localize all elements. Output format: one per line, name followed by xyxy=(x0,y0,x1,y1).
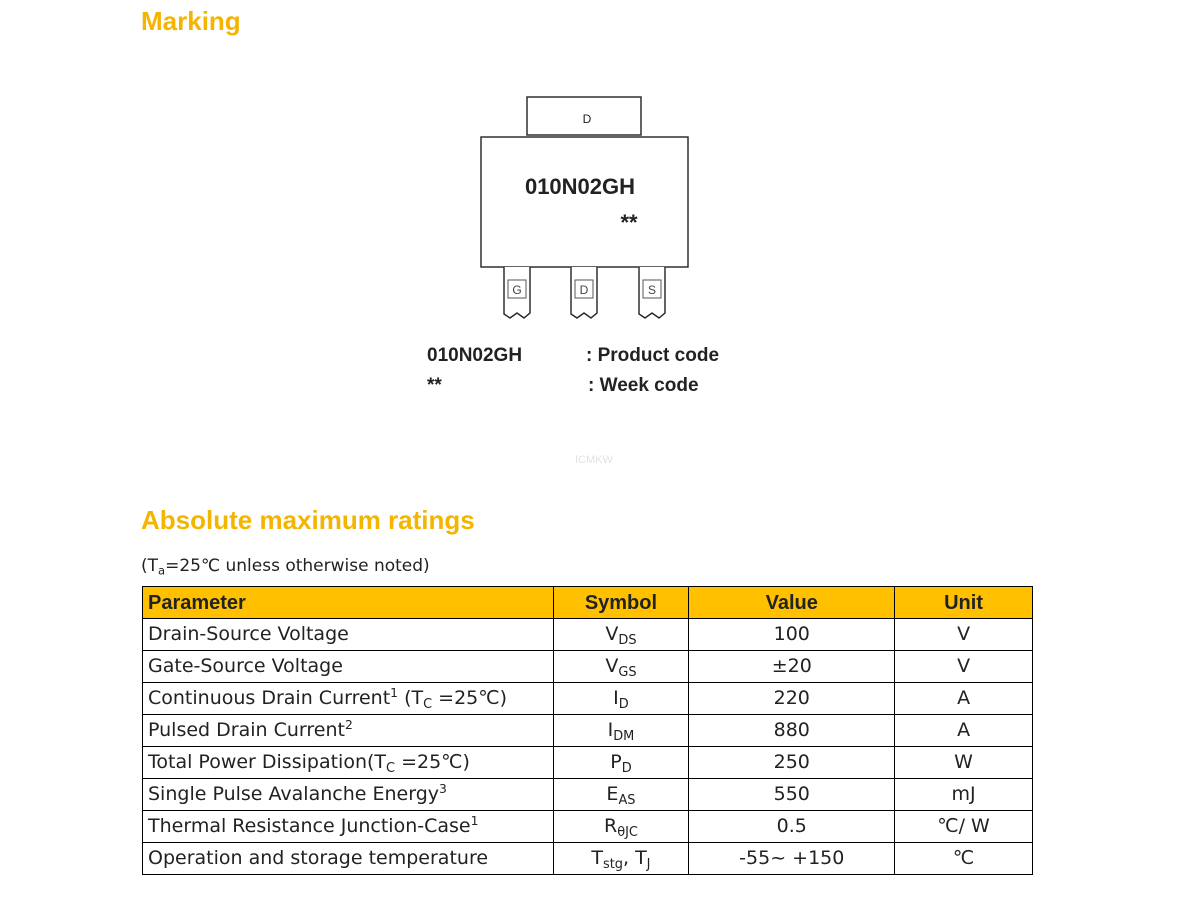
cell-parameter: Thermal Resistance Junction-Case$^1$ xyxy=(143,811,554,843)
cell-unit: ℃ xyxy=(895,843,1033,875)
pin-s-label: S xyxy=(647,283,657,297)
cell-symbol: $E_{AS}$ xyxy=(553,779,689,811)
cell-symbol: $P_D$ xyxy=(553,747,689,779)
header-value: Value xyxy=(689,587,895,619)
cell-unit: A xyxy=(895,715,1033,747)
table-row xyxy=(143,747,1033,779)
cell-parameter: Operation and storage temperature xyxy=(143,843,554,875)
week-code: ** xyxy=(620,210,638,235)
table-row xyxy=(143,619,1033,651)
cell-unit: A xyxy=(895,683,1033,715)
marking-heading: Marking xyxy=(141,6,241,36)
cell-value: 100 xyxy=(689,619,895,651)
package-body xyxy=(481,137,688,267)
table-row xyxy=(143,843,1033,875)
cell-value: 0.5 xyxy=(689,811,895,843)
pin-g-label: G xyxy=(512,283,522,297)
cell-value: 250 xyxy=(689,747,895,779)
table-header-row xyxy=(143,587,1033,619)
pin-d-label: D xyxy=(579,283,589,297)
cell-value: ±20 xyxy=(689,651,895,683)
table-row xyxy=(143,683,1033,715)
header-symbol: Symbol xyxy=(553,587,689,619)
cell-value: -55~ +150 xyxy=(689,843,895,875)
ratings-heading: Absolute maximum ratings xyxy=(141,505,475,535)
cell-symbol: $I_{DM}$ xyxy=(553,715,689,747)
marking-code: 010N02GH xyxy=(524,174,636,199)
table-row xyxy=(143,651,1033,683)
cell-parameter: Total Power $Dissipation(T_C$ =25℃) xyxy=(143,747,554,779)
package-marking-diagram xyxy=(420,92,700,332)
cell-value: 880 xyxy=(689,715,895,747)
legend-product-code-key: 010N02GH xyxy=(427,345,523,366)
legend-week-code-desc: : Week code xyxy=(588,375,699,396)
cell-symbol: $V_{GS}$ xyxy=(553,651,689,683)
table-row xyxy=(143,715,1033,747)
table-row xyxy=(143,779,1033,811)
cell-symbol: $R_{\theta JC}$ xyxy=(553,811,689,843)
conditions-note: ($T_a=25℃$ unless otherwise noted) xyxy=(141,556,430,578)
cell-symbol: $I_D$ xyxy=(553,683,689,715)
watermark: ICMKW xyxy=(575,454,613,466)
tab-label: D xyxy=(582,112,592,126)
ratings-table xyxy=(142,586,1033,875)
cell-parameter: Continuous Drain Current$^1$ ($T_C$ =25℃) xyxy=(143,683,554,715)
table-row xyxy=(143,811,1033,843)
cell-symbol: $V_{DS}$ xyxy=(553,619,689,651)
cell-value: 220 xyxy=(689,683,895,715)
cell-parameter: Drain-Source Voltage xyxy=(143,619,554,651)
legend-product-code-desc: : Product code xyxy=(586,345,720,366)
cell-parameter: Pulsed Drain Current$^2$ xyxy=(143,715,554,747)
cell-value: 550 xyxy=(689,779,895,811)
cell-unit: V xyxy=(895,651,1033,683)
cell-unit: W xyxy=(895,747,1033,779)
cell-unit: mJ xyxy=(895,779,1033,811)
header-unit: Unit xyxy=(895,587,1033,619)
legend-week-code-key: ** xyxy=(427,375,442,396)
header-parameter: Parameter xyxy=(143,587,554,619)
cell-unit: ℃/ W xyxy=(895,811,1033,843)
cell-parameter: Single Pulse Avalanche Energy$^3$ xyxy=(143,779,554,811)
cell-symbol: $T_{stg}$, $T_J$ xyxy=(553,843,689,875)
cell-unit: V xyxy=(895,619,1033,651)
cell-parameter: Gate-Source Voltage xyxy=(143,651,554,683)
